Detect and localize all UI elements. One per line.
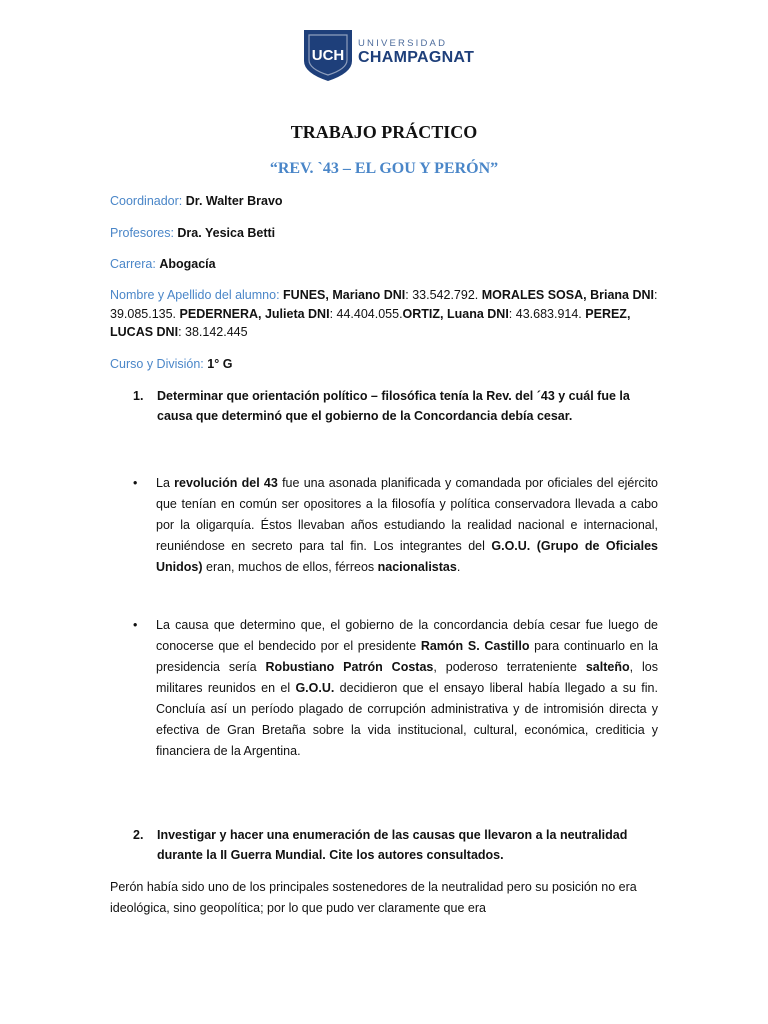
- text-run: La: [156, 476, 175, 490]
- answer-bullet-2-text: [156, 615, 658, 762]
- question-1-number: 1.: [133, 389, 144, 403]
- bold-run: G.O.U.: [295, 681, 335, 695]
- text-run: .: [456, 560, 461, 574]
- document-title: TRABAJO PRÁCTICO: [290, 122, 478, 142]
- alumno-name-1: FUNES, Mariano DNI: [283, 288, 406, 302]
- alumno-name-3: PEDERNERA, Julieta DNI: [179, 306, 330, 321]
- alumno-label: Nombre y Apellido del alumno:: [110, 288, 280, 302]
- text-run: decidieron que el ensayo liberal había llegado a su fin. Concluía así un período plagado de corrupción administrativa y de intromisión directa y efectiva de Gran Bretaña sobre la vida institucional, cultural, económica, crediticia y financiera de la Argentina.: [156, 681, 658, 758]
- bold-run: revolución del 43: [174, 476, 278, 490]
- logo-mark: UCH: [311, 47, 345, 64]
- logo-wordmark: [358, 38, 474, 67]
- bold-run: salteño: [585, 660, 630, 674]
- closing-paragraph: Perón había sido uno de los principales sostenedores de la neutralidad pero su posición no era ideológica, sino geopolítica; por lo que pudo ver claramente que era: [110, 880, 637, 915]
- text-run: La causa que determino que, el gobierno de la concordancia debía cesar fue luego de conocerse que el bendecido por el presidente: [156, 618, 658, 653]
- document-subtitle: “REV. `43 – EL GOU Y PERÓN”: [269, 160, 499, 177]
- question-2-number: 2.: [133, 828, 144, 842]
- alumno-dni-5: : 38.142.445: [178, 325, 248, 339]
- coordinador-label: Coordinador:: [110, 194, 183, 208]
- curso-field: [110, 355, 660, 374]
- bold-run: G.O.U. (Grupo de Oficiales Unidos): [156, 539, 658, 574]
- text-run: para continuarlo en la presidencia sería: [156, 639, 658, 674]
- carrera-value: Abogacía: [159, 257, 216, 271]
- alumno-field: [110, 286, 660, 342]
- text-run: fue una asonada planificada y comandada por oficiales del ejército que tenían en común ser opositores a la filosofía y política conservadora llevada a cabo por la oligarquía. Éstos llevaban años estudiando la realidad nacional e internacional, reuniéndose en secreto para tal fin. Los integrantes del: [156, 476, 658, 553]
- alumno-dni-3: : 44.404.055.: [329, 306, 403, 321]
- coordinador-field: [110, 192, 660, 211]
- answer-bullet-1: [133, 473, 658, 578]
- question-2: [133, 825, 661, 865]
- text-run: , poderoso terrateniente: [433, 660, 586, 674]
- alumno-name-2: MORALES SOSA, Briana DNI: [481, 288, 654, 302]
- text-run: eran, muchos de ellos, férreos: [202, 560, 378, 574]
- logo-university-label: UNIVERSIDAD: [358, 38, 448, 49]
- uch-shield-icon: [300, 27, 356, 83]
- bullet-icon: •: [133, 618, 138, 632]
- profesores-label: Profesores:: [110, 226, 174, 240]
- text-run: , los militares reunidos en el: [156, 660, 658, 695]
- question-1-text: Determinar que orientación político – filosófica tenía la Rev. del ´43 y cuál fue la causa que determinó que el gobierno de la Concordancia debía cesar.: [157, 389, 630, 423]
- bold-run: nacionalistas: [377, 560, 457, 574]
- carrera-field: [110, 255, 660, 274]
- profesores-value: Dra. Yesica Betti: [177, 226, 276, 240]
- question-1: [133, 386, 661, 426]
- curso-label: Curso y División:: [110, 357, 204, 371]
- alumno-dni-4: : 43.683.914.: [508, 306, 582, 321]
- bold-run: Ramón S. Castillo: [420, 639, 530, 653]
- logo-university-name: CHAMPAGNAT: [358, 49, 475, 66]
- alumno-dni-2: : 39.085.135.: [110, 288, 658, 321]
- bullet-icon: •: [133, 476, 138, 490]
- answer-bullet-2: [133, 615, 658, 762]
- question-2-text: Investigar y hacer una enumeración de las causas que llevaron a la neutralidad durante la II Guerra Mundial. Cite los autores consultados.: [157, 828, 628, 862]
- coordinador-value: Dr. Walter Bravo: [185, 194, 283, 208]
- alumno-dni-1: : 33.542.792.: [405, 288, 479, 302]
- alumno-name-4: ORTIZ, Luana DNI: [402, 306, 509, 321]
- profesores-field: [110, 224, 660, 243]
- bold-run: Robustiano Patrón Costas: [265, 660, 434, 674]
- alumno-name-5: PEREZ, LUCAS DNI: [110, 306, 631, 339]
- carrera-label: Carrera:: [110, 257, 156, 271]
- answer-bullet-1-text: [156, 473, 658, 578]
- curso-value: 1° G: [207, 357, 233, 371]
